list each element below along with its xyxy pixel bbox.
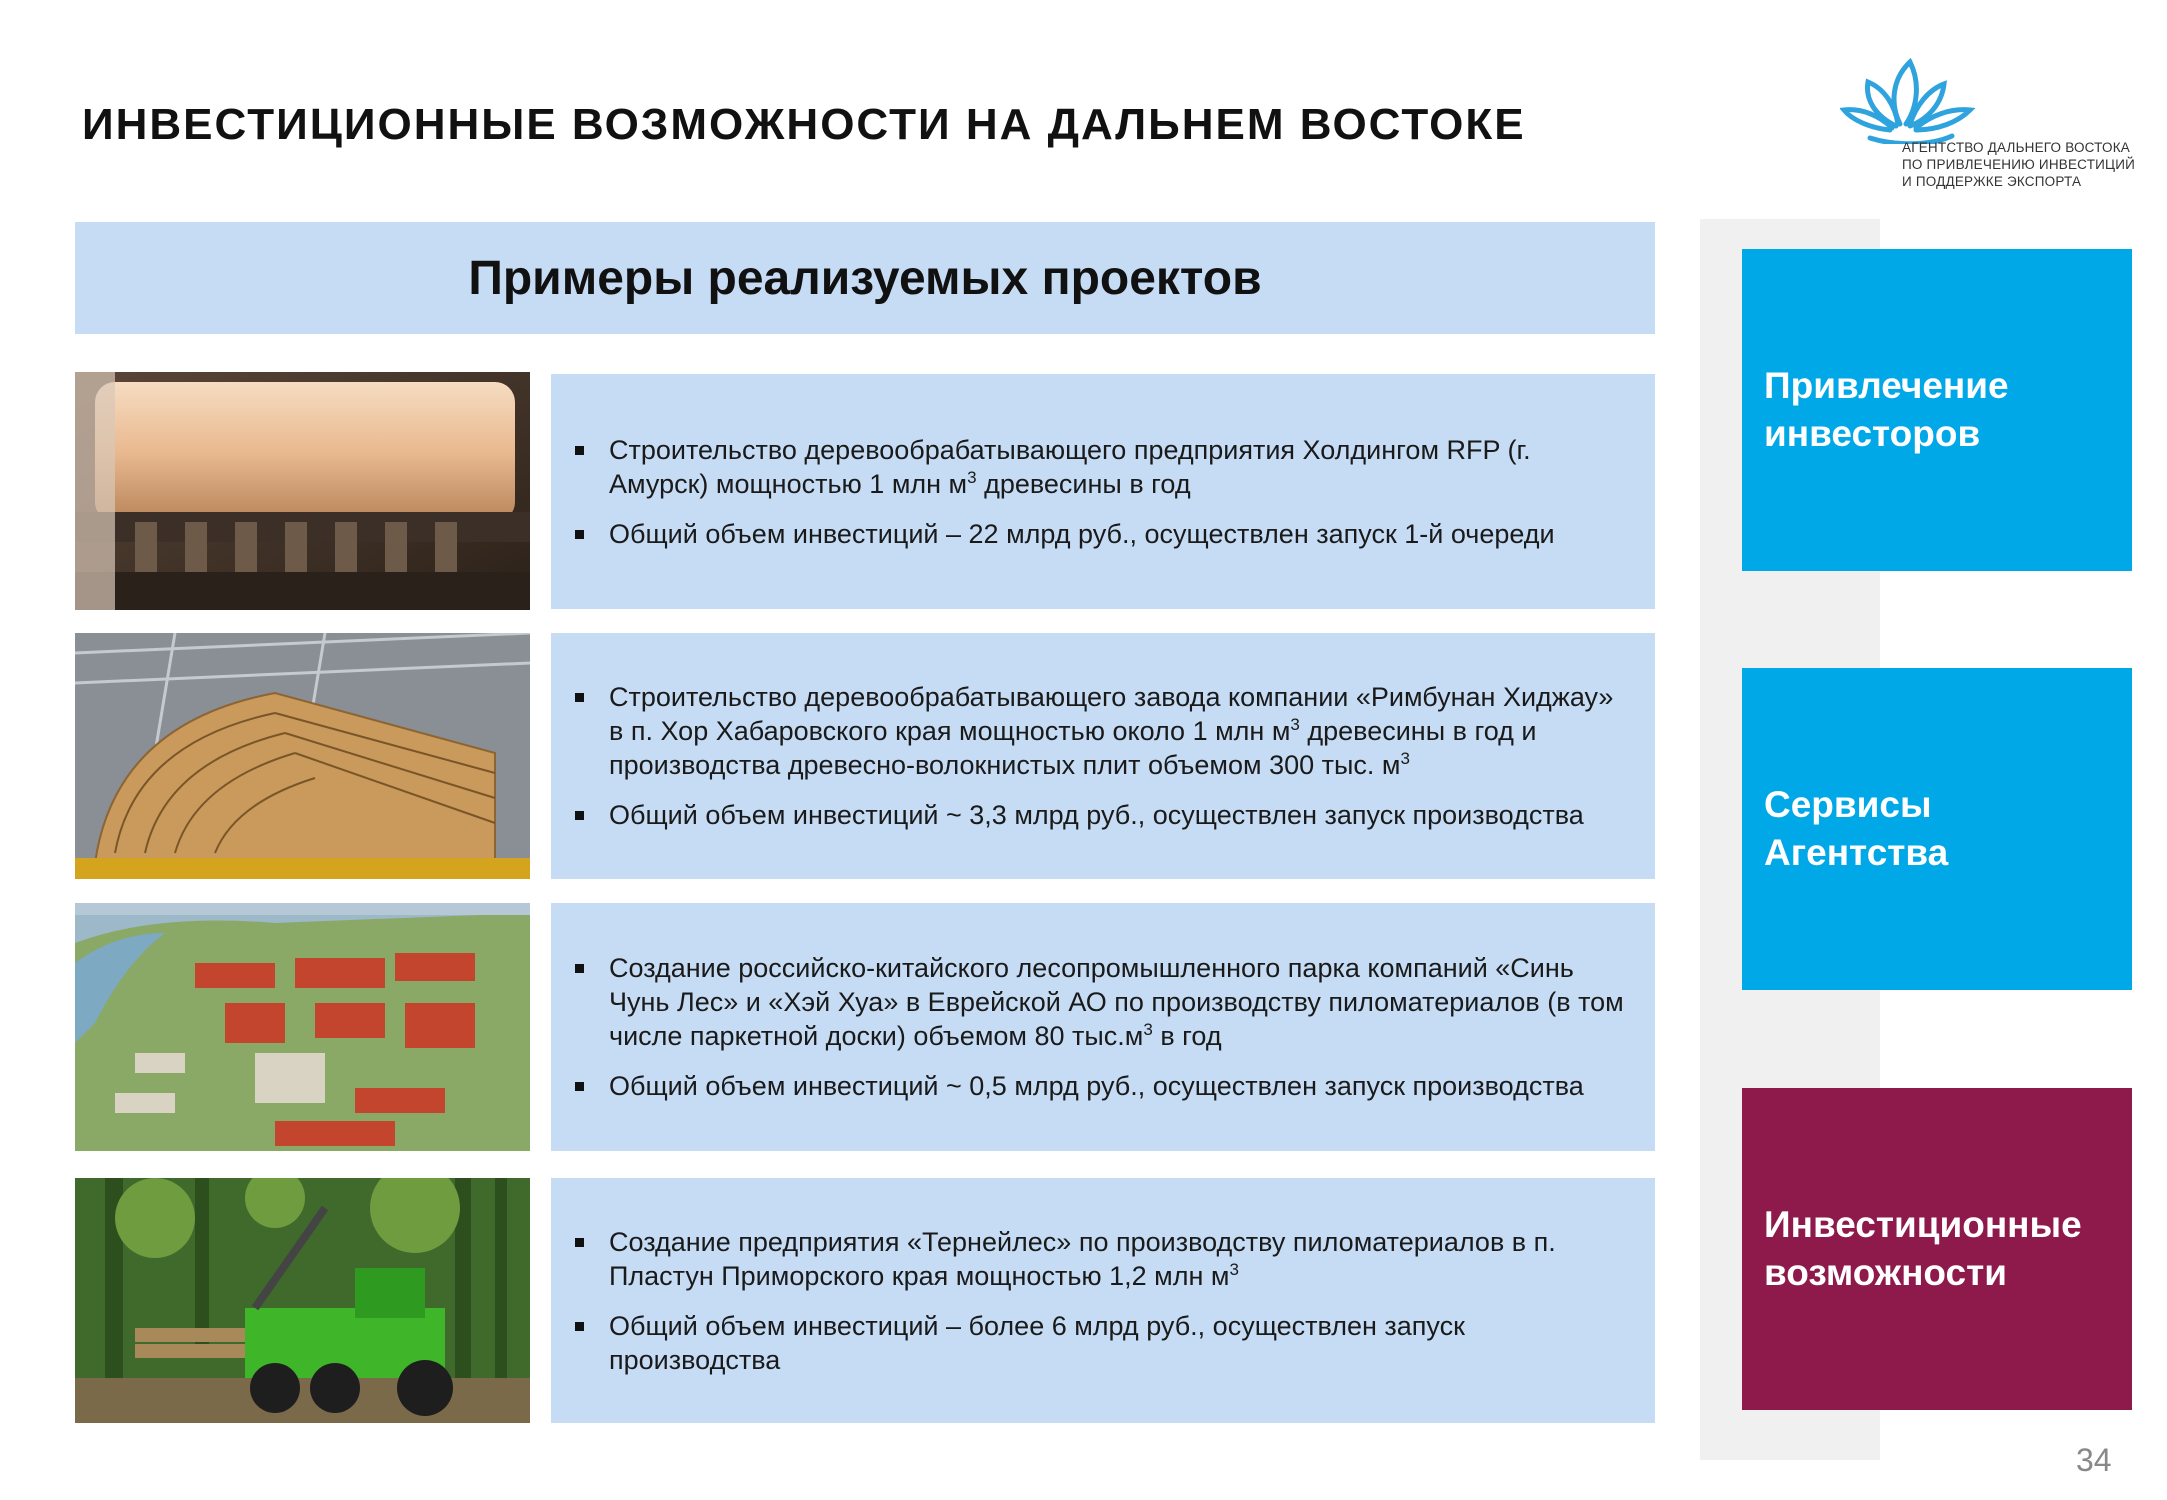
project-4-bullet-1: Создание предприятия «Тернейлес» по производству пиломатериалов в п. Пластун Приморского края мощностью 1,2 млн $м^3$ <box>571 1225 1625 1293</box>
forest-harvester-photo <box>75 1178 530 1423</box>
project-3-bullet-2: Общий объем инвестиций ~ 0,5 млрд руб., осуществлен запуск производства <box>571 1069 1625 1103</box>
agency-logo <box>1840 54 2136 194</box>
project-card-2 <box>551 633 1655 879</box>
section-header-title: Примеры реализуемых проектов <box>468 251 1262 305</box>
project-1-bullet-2: Общий объем инвестиций – 22 млрд руб., осуществлен запуск 1-й очереди <box>571 517 1625 551</box>
project-2-bullet-1: Строительство деревообрабатывающего завода компании «Римбунан Хиджау» в п. Хор Хабаровского края мощностью около 1 млн $м^3$ древесины в год и производства древесно-волокнистых плит объемом 300 тыс. $м^3$ <box>571 680 1625 782</box>
nav-2-line-2: Агентства <box>1764 832 1949 873</box>
nav-agency-services-button[interactable] <box>1742 668 2132 990</box>
project-1-bullet-1: Строительство деревообрабатывающего предприятия Холдингом RFP (г. Амурск) мощностью 1 млн $м^3$ древесины в год <box>571 433 1625 501</box>
nav-1-line-1: Привлечение <box>1764 365 2009 406</box>
project-2-bullet-2: Общий объем инвестиций ~ 3,3 млрд руб., осуществлен запуск производства <box>571 798 1625 832</box>
nav-1-line-2: инвесторов <box>1764 413 1981 454</box>
project-card-1 <box>551 374 1655 609</box>
nav-3-line-2: возможности <box>1764 1252 2007 1293</box>
nav-attract-investors-button[interactable] <box>1742 249 2132 571</box>
nav-2-line-1: Сервисы <box>1764 784 1932 825</box>
industrial-park-aerial-photo <box>75 903 530 1151</box>
wood-panel-factory-photo <box>75 633 530 879</box>
page-number: 34 <box>2076 1442 2112 1478</box>
logo-text: АГЕНТСТВО ДАЛЬНЕГО ВОСТОКА ПО ПРИВЛЕЧЕНИЮ ИНВЕСТИЦИЙ И ПОДДЕРЖКЕ ЭКСПОРТА <box>1902 140 2136 189</box>
project-card-3 <box>551 903 1655 1151</box>
plywood-production-photo <box>75 372 530 610</box>
nav-investment-opportunities-button[interactable] <box>1742 1088 2132 1410</box>
nav-3-line-1: Инвестиционные <box>1764 1204 2082 1245</box>
project-3-bullet-1: Создание российско-китайского лесопромышленного парка компаний «Синь Чунь Лес» и «Хэй Хуа» в Еврейской АО по производству пиломатериалов (в том числе паркетной доски) объемом 80 $тыс.м^3$ в год <box>571 951 1625 1053</box>
project-4-bullet-2: Общий объем инвестиций – более 6 млрд руб., осуществлен запуск производства <box>571 1309 1625 1377</box>
project-card-4 <box>551 1178 1655 1423</box>
section-header <box>75 222 1655 334</box>
page-title: ИНВЕСТИЦИОННЫЕ ВОЗМОЖНОСТИ НА ДАЛЬНЕМ ВОСТОКЕ <box>82 100 1526 149</box>
lotus-logo-icon <box>1840 54 1980 144</box>
